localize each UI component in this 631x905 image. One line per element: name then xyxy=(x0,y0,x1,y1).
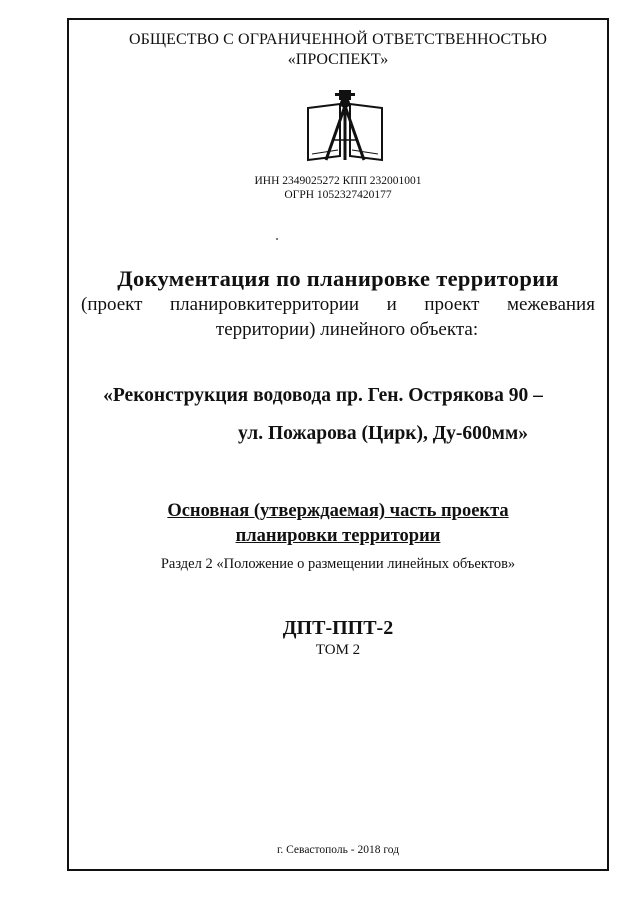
document-code: ДПТ-ППТ-2 xyxy=(282,617,394,639)
section-title: Раздел 2 «Положение о размещении линейных объектов» xyxy=(160,556,516,572)
document-subtitle-line2: территории) линейного объекта: xyxy=(215,319,479,340)
organization-name-line1: ОБЩЕСТВО С ОГРАНИЧЕННОЙ ОТВЕТСТВЕННОСТЬЮ xyxy=(128,31,548,48)
subtitle-word: планировкитерритории xyxy=(169,294,360,315)
organization-name-line2: «ПРОСПЕКТ» xyxy=(287,51,389,68)
document-title: Документация по планировке территории xyxy=(117,266,559,291)
volume-number: ТОМ 2 xyxy=(315,642,361,658)
object-name-line2: ул. Пожарова (Цирк), Ду-600мм» xyxy=(238,423,528,444)
document-subtitle-line1 xyxy=(81,294,595,316)
subtitle-word: проект xyxy=(424,294,480,315)
subtitle-word: (проект xyxy=(81,294,143,315)
ogrn-text: ОГРН 1052327420177 xyxy=(284,189,392,201)
part-title-line2: планировки территории xyxy=(235,526,441,546)
object-name-line1: «Реконструкция водовода пр. Ген. Острякова 90 – xyxy=(103,385,543,406)
part-title-line1: Основная (утверждаемая) часть проекта xyxy=(167,501,509,521)
scan-speck xyxy=(276,238,278,240)
surveyor-theodolite-logo-icon xyxy=(304,88,386,162)
city-year: г. Севастополь - 2018 год xyxy=(276,844,400,856)
subtitle-word: межевания xyxy=(506,294,595,315)
document-border xyxy=(67,18,609,871)
inn-kpp-text: ИНН 2349025272 КПП 232001001 xyxy=(254,175,422,187)
subtitle-word: и xyxy=(386,294,397,315)
